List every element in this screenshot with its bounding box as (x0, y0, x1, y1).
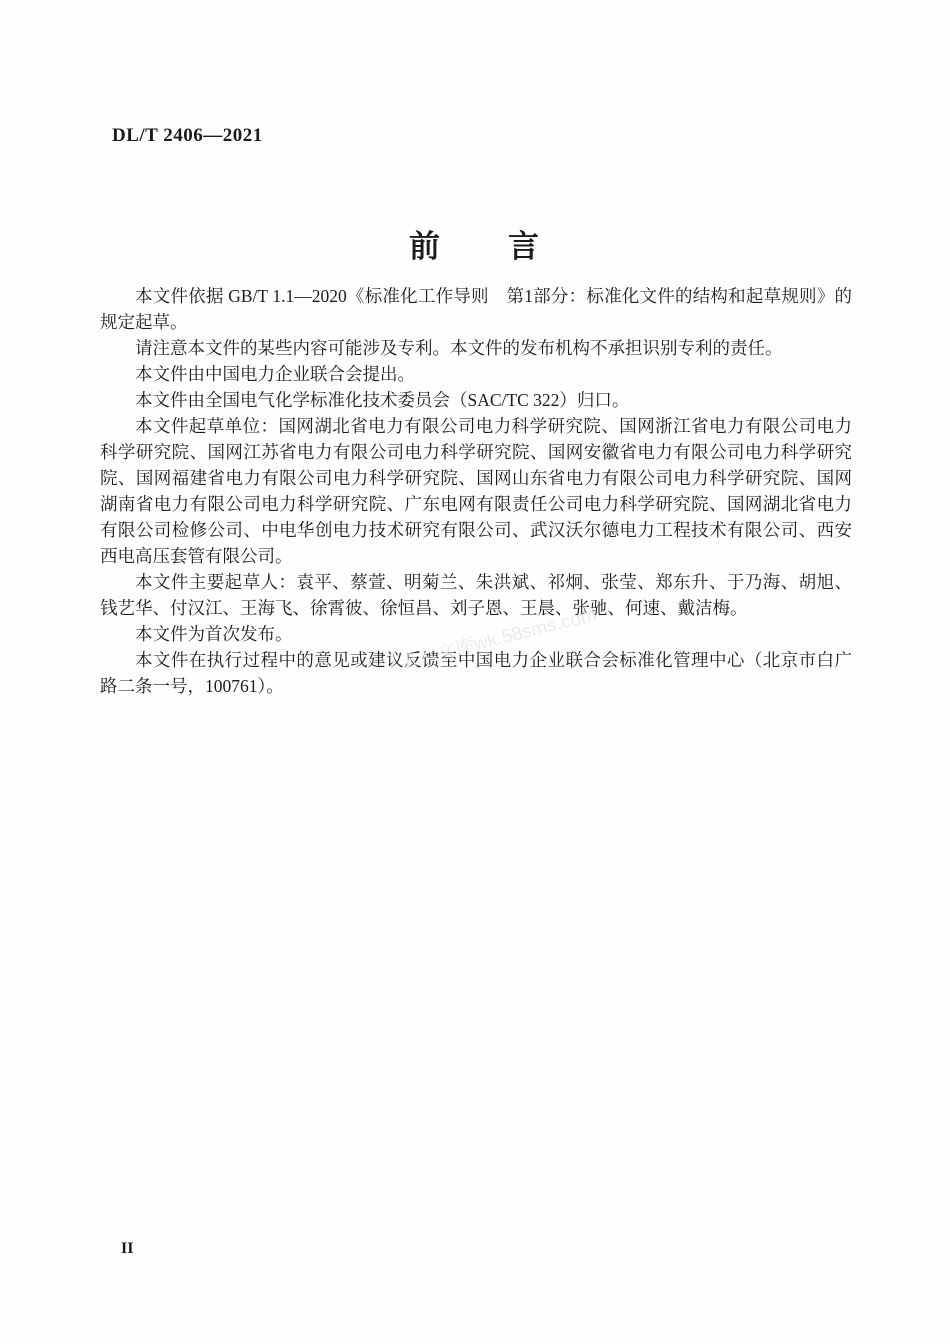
paragraph-scope: 本文件依据 GB/T 1.1—2020《标准化工作导则 第1部分：标准化文件的结构和起草规则》的规定起草。 (100, 286, 852, 332)
foreword-body (100, 283, 852, 699)
standard-code: DL/T 2406—2021 (112, 125, 263, 146)
paragraph-proposer: 本文件由中国电力企业联合会提出。 (135, 364, 415, 384)
paragraph-drafters: 本文件主要起草人：袁平、蔡萱、明菊兰、朱洪斌、祁炯、张莹、郑东升、于乃海、胡旭、钱艺华、付汉江、王海飞、徐霄彼、徐恒昌、刘子恩、王晨、张驰、何速、戴洁梅。 (100, 572, 852, 618)
paragraph-first-release: 本文件为首次发布。 (135, 624, 293, 644)
paragraph-feedback-address: 本文件在执行过程中的意见或建议反馈至中国电力企业联合会标准化管理中心（北京市白广路二条一号，100761）。 (100, 650, 852, 696)
paragraph-committee: 本文件由全国电气化学标准化技术委员会（SAC/TC 322）归口。 (135, 390, 630, 410)
page-title: 前 言 (409, 228, 541, 264)
watermark-text: 五八文库wk.58sms.com (397, 604, 599, 674)
paragraph-drafting-organizations: 本文件起草单位：国网湖北省电力有限公司电力科学研究院、国网浙江省电力有限公司电力科学研究院、国网江苏省电力有限公司电力科学研究院、国网安徽省电力有限公司电力科学研究院、国网福建省电力有限公司电力科学研究院、国网山东省电力有限公司电力科学研究院、国网湖南省电力有限公司电力科学研究院、广东电网有限责任公司电力科学研究院、国网湖北省电力有限公司检修公司、中电华创电力技术研究有限公司、武汉沃尔德电力工程技术有限公司、西安西电高压套管有限公司。 (100, 416, 852, 566)
page-number: II (121, 1240, 134, 1257)
paragraph-patent-notice: 请注意本文件的某些内容可能涉及专利。本文件的发布机构不承担识别专利的责任。 (135, 338, 783, 358)
